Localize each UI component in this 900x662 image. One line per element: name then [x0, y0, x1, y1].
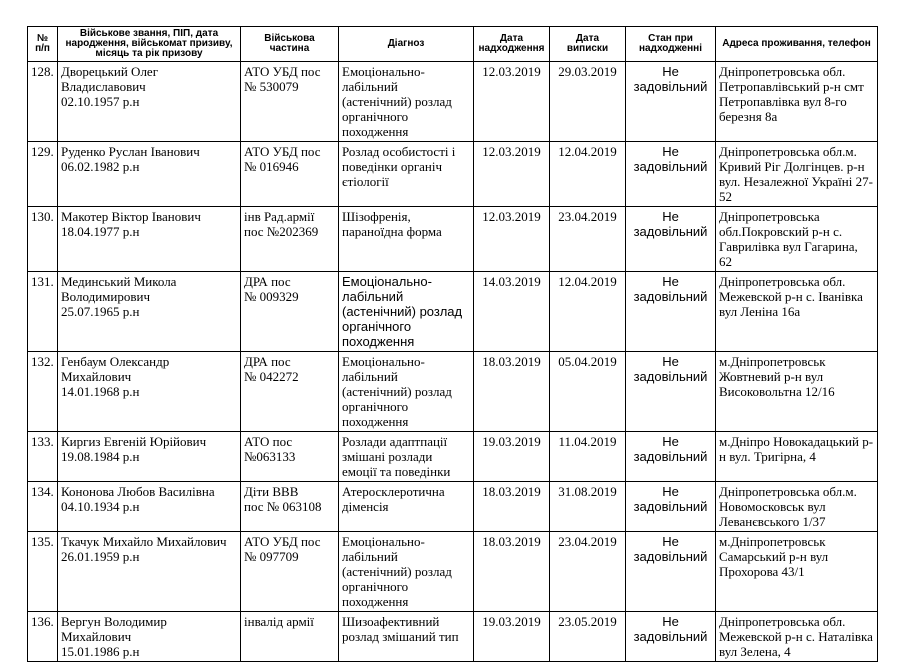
- discharge-date: 23.05.2019: [550, 612, 626, 662]
- patient-name: Руденко Руслан Іванович 06.02.1982 р.н: [58, 142, 241, 207]
- admission-state: Не задовільний: [626, 62, 716, 142]
- address: м.Дніпропетровськ Жовтневий р-н вул Високовольтна 12/16: [716, 352, 878, 432]
- admission-date: 19.03.2019: [474, 612, 550, 662]
- row-number: 130.: [28, 207, 58, 272]
- header-state: Стан при надходженні: [626, 27, 716, 62]
- address: Дніпропетровська обл. Межевской р-н с. Іванівка вул Леніна 16а: [716, 272, 878, 352]
- address: Дніпропетровська обл. Петропавлівський р-н смт Петропавлівка вул 8-го березня 8а: [716, 62, 878, 142]
- patient-name: Генбаум Олександр Михайлович 14.01.1968 р.н: [58, 352, 241, 432]
- diagnosis: Шізофренія, параноїдна форма: [339, 207, 474, 272]
- military-unit: інвалід армії: [241, 612, 339, 662]
- patient-name: Мединський Микола Володимирович 25.07.1965 р.н: [58, 272, 241, 352]
- discharge-date: 23.04.2019: [550, 207, 626, 272]
- table-row: [28, 142, 878, 207]
- address: м.Дніпропетровськ Самарський р-н вул Прохорова 43/1: [716, 532, 878, 612]
- table-row: [28, 482, 878, 532]
- diagnosis: Емоціонально-лабільний (астенічний) розлад органічного походження: [339, 272, 474, 352]
- address: Дніпропетровська обл.м. Кривий Ріг Долгінцев. р-н вул. Незалежної Україні 27- 52: [716, 142, 878, 207]
- row-number: 134.: [28, 482, 58, 532]
- address: Дніпропетровська обл.м. Новомосковськ вул Леванєвського 1/37: [716, 482, 878, 532]
- discharge-date: 05.04.2019: [550, 352, 626, 432]
- diagnosis: Емоціонально- лабільний (астенічний) розлад органічного походження: [339, 352, 474, 432]
- patient-name: Дворецький Олег Владиславович 02.10.1957 р.н: [58, 62, 241, 142]
- header-diagnosis: Діагноз: [339, 27, 474, 62]
- diagnosis: Емоціонально- лабільний (астенічний) розлад органічного походження: [339, 62, 474, 142]
- table-row: [28, 612, 878, 662]
- patient-name: Кононова Любов Василівна 04.10.1934 р.н: [58, 482, 241, 532]
- discharge-date: 31.08.2019: [550, 482, 626, 532]
- admission-state: Не задовільний: [626, 532, 716, 612]
- header-discharged: Дата виписки: [550, 27, 626, 62]
- admission-date: 19.03.2019: [474, 432, 550, 482]
- header-number: № п/п: [28, 27, 58, 62]
- admission-date: 18.03.2019: [474, 352, 550, 432]
- header-unit: Військова частина: [241, 27, 339, 62]
- patient-name: Ткачук Михайло Михайлович 26.01.1959 р.н: [58, 532, 241, 612]
- admission-state: Не задовільний: [626, 272, 716, 352]
- patients-register-table: [27, 26, 878, 662]
- discharge-date: 29.03.2019: [550, 62, 626, 142]
- table-header-row: [28, 27, 878, 62]
- admission-date: 12.03.2019: [474, 62, 550, 142]
- diagnosis: Розлади адаптпації змішані розлади емоції та поведінки: [339, 432, 474, 482]
- table-row: [28, 432, 878, 482]
- diagnosis: Атеросклеротична діменсія: [339, 482, 474, 532]
- discharge-date: 12.04.2019: [550, 142, 626, 207]
- admission-state: Не задовільний: [626, 207, 716, 272]
- row-number: 129.: [28, 142, 58, 207]
- table-row: [28, 272, 878, 352]
- row-number: 136.: [28, 612, 58, 662]
- military-unit: інв Рад.армії пос №202369: [241, 207, 339, 272]
- table-row: [28, 207, 878, 272]
- address: Дніпропетровська обл. Межевской р-н с. Наталівка вул Зелена, 4: [716, 612, 878, 662]
- diagnosis: Емоціонально- лабільний (астенічний) розлад органічного походження: [339, 532, 474, 612]
- address: Дніпропетровська обл.Покровский р-н с. Гаврилівка вул Гагарина, 62: [716, 207, 878, 272]
- patient-name: Киргиз Евгеній Юрійович 19.08.1984 р.н: [58, 432, 241, 482]
- admission-state: Не задовільний: [626, 482, 716, 532]
- admission-state: Не задовільний: [626, 432, 716, 482]
- row-number: 131.: [28, 272, 58, 352]
- military-unit: Діти ВВВ пос № 063108: [241, 482, 339, 532]
- admission-state: Не задовільний: [626, 352, 716, 432]
- military-unit: ДРА пос № 009329: [241, 272, 339, 352]
- military-unit: ДРА пос № 042272: [241, 352, 339, 432]
- military-unit: АТО пос №063133: [241, 432, 339, 482]
- admission-date: 18.03.2019: [474, 532, 550, 612]
- header-address: Адреса проживання, телефон: [716, 27, 878, 62]
- admission-state: Не задовільний: [626, 612, 716, 662]
- row-number: 132.: [28, 352, 58, 432]
- table-row: [28, 532, 878, 612]
- row-number: 128.: [28, 62, 58, 142]
- header-name: Військове звання, ПІП, дата народження, військомат призиву, місяць та рік призову: [58, 27, 241, 62]
- admission-date: 12.03.2019: [474, 207, 550, 272]
- patient-name: Макотер Віктор Іванович 18.04.1977 р.н: [58, 207, 241, 272]
- discharge-date: 23.04.2019: [550, 532, 626, 612]
- admission-date: 12.03.2019: [474, 142, 550, 207]
- patient-name: Вергун Володимир Михайлович 15.01.1986 р.н: [58, 612, 241, 662]
- header-admitted: Дата надходження: [474, 27, 550, 62]
- table-body: [28, 62, 878, 662]
- address: м.Дніпро Новокадацький р- н вул. Тригірна, 4: [716, 432, 878, 482]
- diagnosis: Шизоафективний розлад змішаний тип: [339, 612, 474, 662]
- discharge-date: 11.04.2019: [550, 432, 626, 482]
- row-number: 133.: [28, 432, 58, 482]
- admission-date: 14.03.2019: [474, 272, 550, 352]
- discharge-date: 12.04.2019: [550, 272, 626, 352]
- row-number: 135.: [28, 532, 58, 612]
- table-row: [28, 62, 878, 142]
- table-row: [28, 352, 878, 432]
- admission-state: Не задовільний: [626, 142, 716, 207]
- military-unit: АТО УБД пос № 016946: [241, 142, 339, 207]
- admission-date: 18.03.2019: [474, 482, 550, 532]
- diagnosis: Розлад особистості і поведінки органіч єтіології: [339, 142, 474, 207]
- military-unit: АТО УБД пос № 530079: [241, 62, 339, 142]
- military-unit: АТО УБД пос № 097709: [241, 532, 339, 612]
